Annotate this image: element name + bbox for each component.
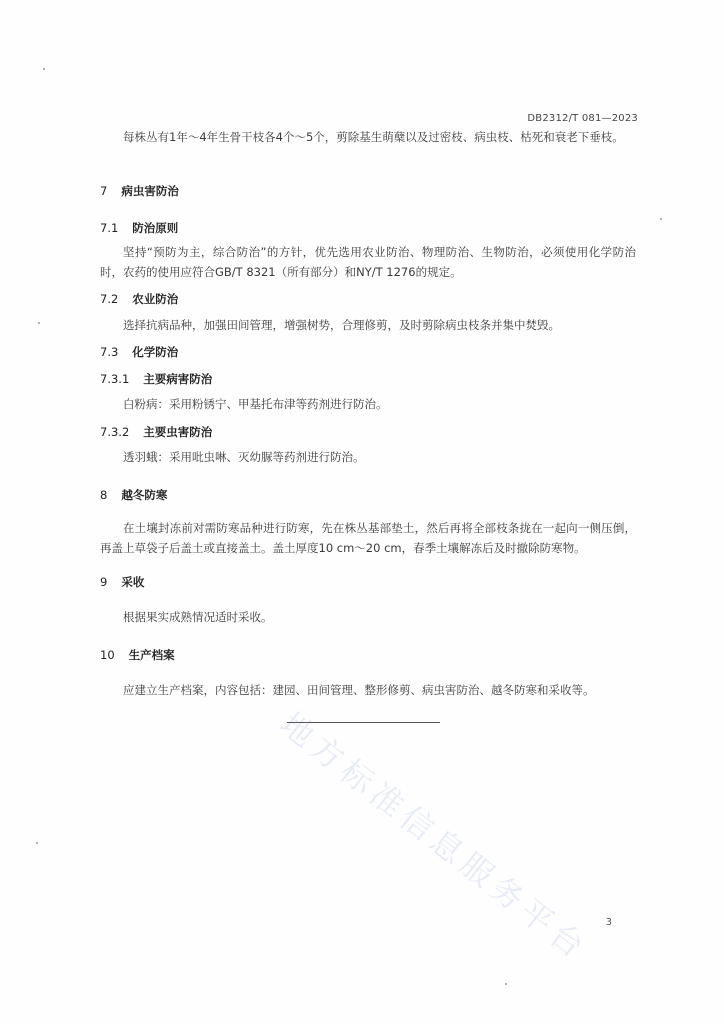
scan-speck xyxy=(505,983,507,985)
section-title: 采收 xyxy=(121,575,145,589)
section-number: 7.3.1 xyxy=(100,372,130,386)
end-of-document-rule xyxy=(287,722,440,723)
section-7-heading xyxy=(100,183,179,199)
section-7-3-1-paragraph: 白粉病：采用粉锈宁、甲基托布津等药剂进行防治。 xyxy=(123,397,388,411)
section-8-heading xyxy=(100,487,167,503)
section-7-3-2-paragraph: 透羽蛾：采用吡虫啉、灭幼脲等药剂进行防治。 xyxy=(123,450,365,464)
section-7-1-heading xyxy=(100,220,178,236)
section-number: 7 xyxy=(100,184,108,198)
page-number: 3 xyxy=(605,917,612,928)
scan-speck xyxy=(43,68,45,70)
section-8-paragraph: 在土壤封冻前对需防寒品种进行防寒，先在株丛基部垫土，然后再将全部枝条拢在一起向一侧压倒，再盖上草袋子后盖土或直接盖土。盖土厚度10 cm～20 cm，春季土壤解冻后及时撤除防寒物。 xyxy=(100,521,636,555)
section-9-paragraph: 根据果实成熟情况适时采收。 xyxy=(123,610,273,624)
standard-code: DB2312/T 081—2023 xyxy=(527,113,638,124)
section-number: 8 xyxy=(100,488,108,502)
section-number: 7.2 xyxy=(100,292,119,306)
section-title: 主要病害防治 xyxy=(143,372,213,386)
scan-speck xyxy=(36,842,38,844)
section-number: 7.3.2 xyxy=(100,425,130,439)
section-10-paragraph: 应建立生产档案，内容包括：建园、田间管理、整形修剪、病虫害防治、越冬防寒和采收等。 xyxy=(123,683,595,697)
scan-speck xyxy=(38,322,40,324)
section-number: 7.3 xyxy=(100,345,119,359)
section-7-1-paragraph: 坚持“预防为主，综合防治”的方针，优先选用农业防治、物理防治、生物防治，必须使用化学防治时，农药的使用应符合GB/T 8321（所有部分）和NY/T 1276的规定。 xyxy=(100,245,636,279)
section-title: 化学防治 xyxy=(132,345,179,359)
section-7-3-2-heading xyxy=(100,424,212,440)
section-title: 农业防治 xyxy=(132,292,179,306)
scan-speck xyxy=(660,218,662,220)
pruning-paragraph: 每株丛有1年～4年生骨干枝各4个～5个，剪除基生萌蘖以及过密枝、病虫枝、枯死和衰老下垂枝。 xyxy=(123,130,624,144)
section-number: 7.1 xyxy=(100,221,119,235)
section-title: 病虫害防治 xyxy=(121,184,179,198)
section-7-2-paragraph: 选择抗病品种，加强田间管理，增强树势，合理修剪，及时剪除病虫枝条并集中焚毁。 xyxy=(123,318,560,332)
section-number: 10 xyxy=(100,648,115,662)
section-number: 9 xyxy=(100,575,108,589)
section-7-3-1-heading xyxy=(100,371,212,387)
section-title: 越冬防寒 xyxy=(121,488,168,502)
section-7-2-heading xyxy=(100,291,178,307)
section-9-heading xyxy=(100,574,144,590)
section-title: 防治原则 xyxy=(132,221,179,235)
section-title: 生产档案 xyxy=(128,648,175,662)
watermark: 地方标准信息服务平台 xyxy=(272,704,596,969)
section-10-heading xyxy=(100,647,175,663)
section-7-3-heading xyxy=(100,344,178,360)
section-title: 主要虫害防治 xyxy=(143,425,213,439)
